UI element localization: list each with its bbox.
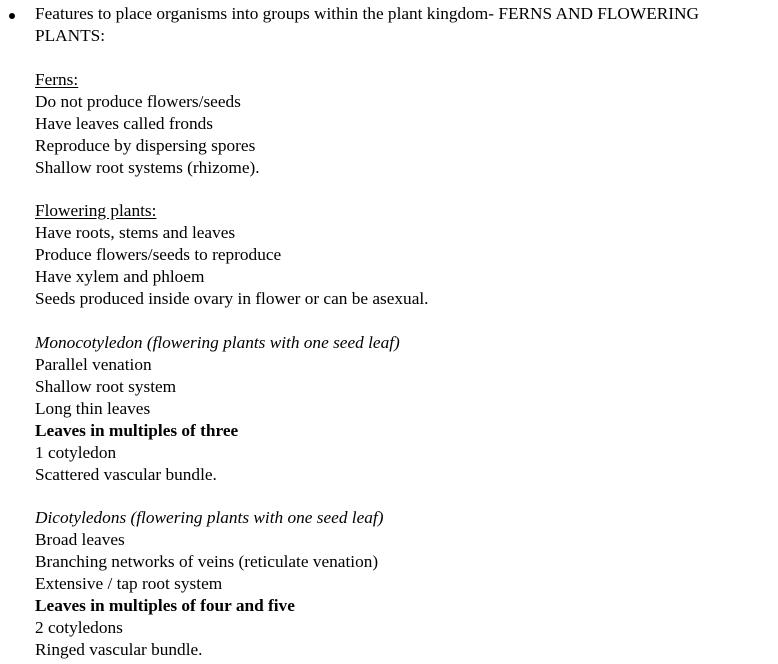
- ferns-item: Do not produce flowers/seeds: [35, 91, 241, 111]
- flowering-item: Seeds produced inside ovary in flower or can be asexual.: [35, 289, 429, 308]
- ferns-item: Have leaves called fronds: [35, 113, 214, 133]
- flowering-item: Have roots, stems and leaves: [35, 223, 236, 242]
- flowering-heading: Flowering plants:: [35, 201, 157, 220]
- intro-line-1: Features to place organisms into groups within the plant kingdom- FERNS AND FLOWERING: [35, 4, 699, 23]
- spacer: [35, 179, 775, 201]
- intro-line-2: PLANTS:: [35, 26, 106, 45]
- monocot-item: 1 cotyledon: [35, 442, 117, 462]
- dicot-item: Extensive / tap root system: [35, 574, 223, 593]
- monocot-section: [35, 332, 775, 486]
- dicot-section: [35, 507, 775, 661]
- monocot-item: Parallel venation: [35, 354, 152, 374]
- ferns-section: [35, 69, 775, 179]
- spacer: [35, 486, 775, 508]
- dicot-item-bold: Leaves in multiples of four and five: [35, 596, 295, 615]
- flowering-item: Have xylem and phloem: [35, 267, 205, 286]
- dicot-item: 2 cotyledons: [35, 618, 123, 637]
- flowering-item: Produce flowers/seeds to reproduce: [35, 245, 282, 264]
- dicot-item: Broad leaves: [35, 530, 125, 549]
- spacer: [35, 47, 775, 69]
- monocot-item: Long thin leaves: [35, 398, 151, 418]
- ferns-item: Reproduce by dispersing spores: [35, 135, 256, 155]
- dicot-heading: Dicotyledons (flowering plants with one seed leaf): [35, 508, 384, 527]
- monocot-heading: Monocotyledon (flowering plants with one seed leaf): [35, 332, 400, 352]
- ferns-item: Shallow root systems (rhizome).: [35, 157, 260, 177]
- dicot-item: Ringed vascular bundle.: [35, 640, 203, 659]
- monocot-item: Scattered vascular bundle.: [35, 464, 217, 484]
- monocot-item-bold: Leaves in multiples of three: [35, 420, 239, 440]
- ferns-heading: Ferns:: [35, 69, 79, 89]
- spacer: [35, 310, 775, 332]
- monocot-item: Shallow root system: [35, 376, 177, 396]
- flowering-section: [35, 200, 775, 310]
- document-body: [35, 3, 775, 661]
- bullet-point: [9, 13, 15, 19]
- dicot-item: Branching networks of veins (reticulate venation): [35, 552, 379, 571]
